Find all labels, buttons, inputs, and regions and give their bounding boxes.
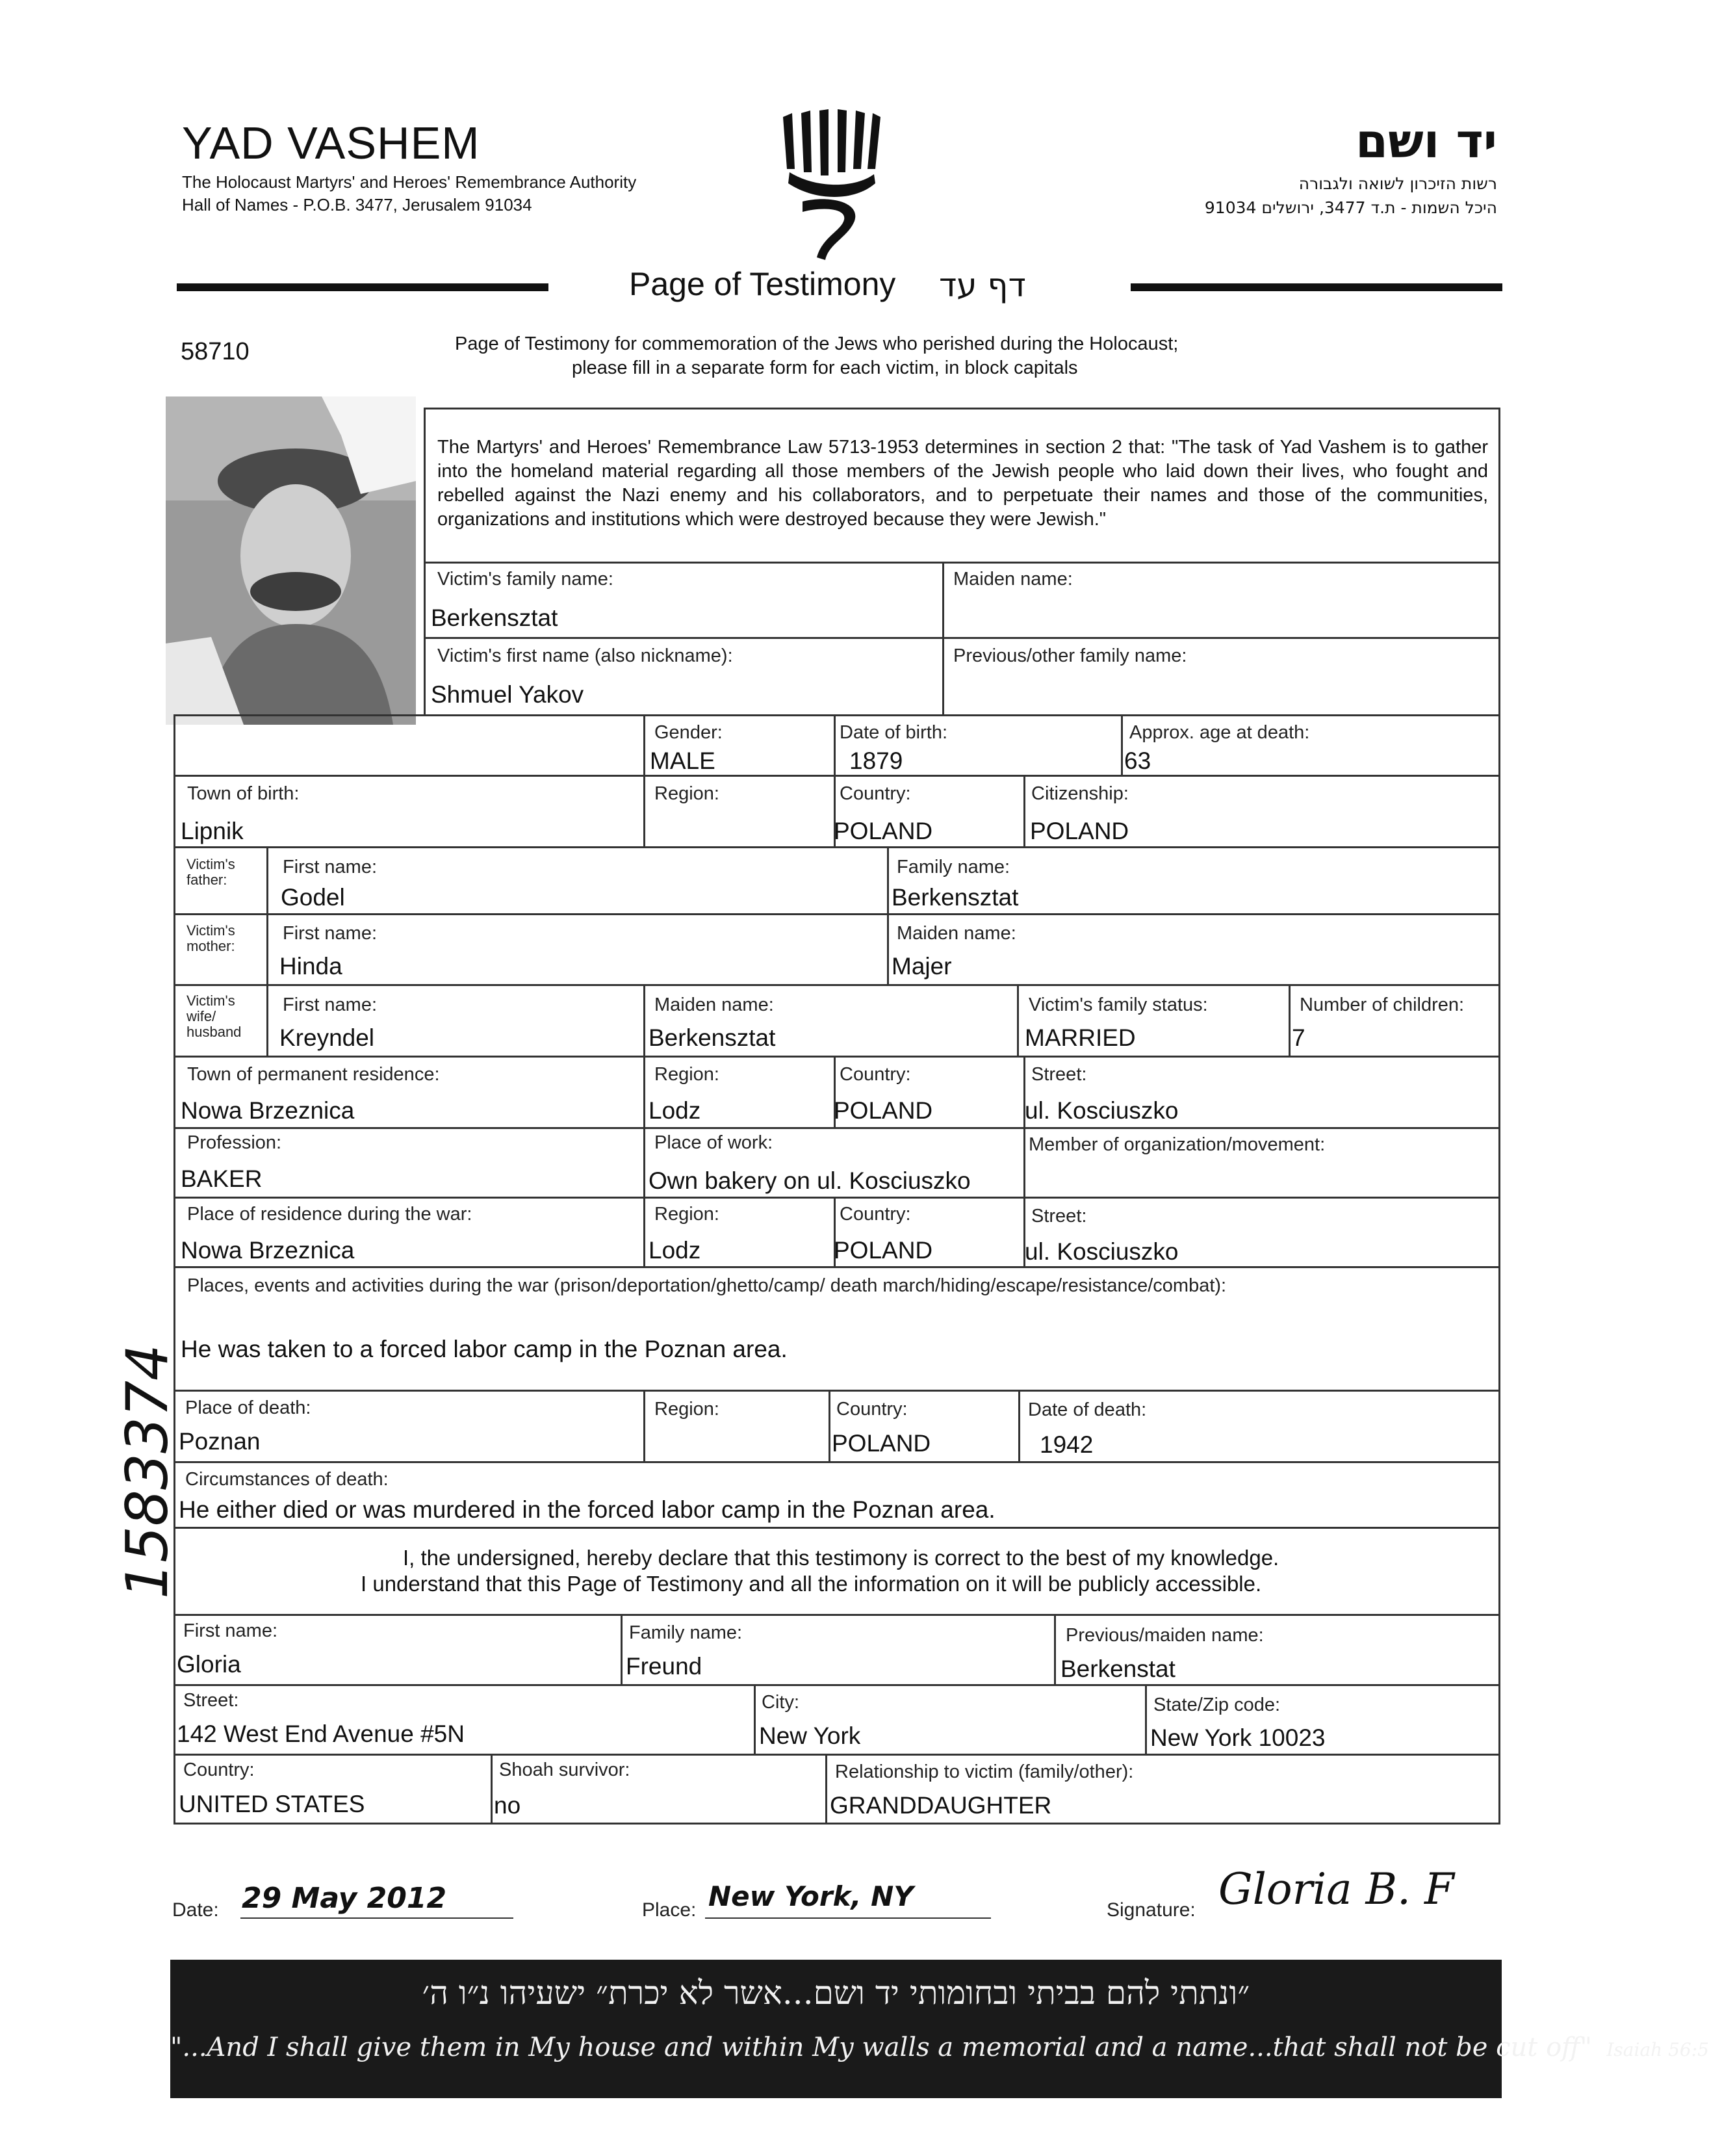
submitter-relationship[interactable]: GRANDDAUGHTER <box>830 1792 1052 1819</box>
page-title-hebrew: דף עד <box>939 266 1026 304</box>
death-circumstances[interactable]: He either died or was murdered in the forced labor camp in the Poznan area. <box>179 1496 996 1523</box>
victim-citizenship[interactable]: POLAND <box>1030 818 1129 844</box>
label-residence-country: Country: <box>840 1064 911 1085</box>
label-mother: Victim's mother: <box>186 922 235 954</box>
footer-verse-ref: Isaiah 56:5 <box>1606 2039 1709 2060</box>
org-name-hebrew: יד ושם <box>1355 114 1497 168</box>
label-submitter-city: City: <box>762 1692 799 1713</box>
label-family-status: Victim's family status: <box>1029 994 1208 1015</box>
label-town-birth: Town of birth: <box>187 783 300 804</box>
law-box <box>424 408 1500 564</box>
label-father-family: Family name: <box>897 857 1010 877</box>
label-first-name-nick: Victim's first name (also nickname): <box>437 645 733 666</box>
label-death-country: Country: <box>836 1399 908 1420</box>
label-date-death: Date of death: <box>1028 1399 1147 1420</box>
victim-birth-country[interactable]: POLAND <box>834 818 933 844</box>
instructions-line-1: Page of Testimony for commemoration of the Jews who perished during the Holocaust; <box>455 333 1179 354</box>
label-mother-first: First name: <box>283 923 378 944</box>
org-name: YAD VASHEM <box>182 118 480 168</box>
label-dob: Date of birth: <box>840 722 948 743</box>
handwritten-date[interactable]: 29 May 2012 <box>242 1882 447 1915</box>
label-maiden-name: Maiden name: <box>953 569 1073 590</box>
place-underline <box>705 1917 991 1919</box>
footer-verse-english: "...And I shall give them in My house and within My walls a memorial and a name...that shall not be cut off" <box>170 2033 1592 2062</box>
victim-num-children[interactable]: 7 <box>1292 1024 1305 1051</box>
label-gender: Gender: <box>654 722 723 743</box>
label-profession: Profession: <box>187 1132 282 1153</box>
submitter-prev-maiden[interactable]: Berkenstat <box>1060 1656 1176 1682</box>
father-family-name[interactable]: Berkensztat <box>892 884 1019 911</box>
war-town[interactable]: Nowa Brzeznica <box>181 1237 355 1264</box>
label-shoah-survivor: Shoah survivor: <box>499 1760 630 1780</box>
residence-street[interactable]: ul. Kosciuszko <box>1025 1097 1179 1124</box>
label-father: Victim's father: <box>186 856 235 888</box>
death-date[interactable]: 1942 <box>1040 1431 1094 1458</box>
label-age-death: Approx. age at death: <box>1129 722 1310 743</box>
label-prev-family-name: Previous/other family name: <box>953 645 1187 666</box>
submitter-family-name[interactable]: Freund <box>626 1653 702 1680</box>
label-residence-region: Region: <box>654 1064 719 1085</box>
org-address: Hall of Names - P.O.B. 3477, Jerusalem 91034 <box>182 195 532 214</box>
label-spouse-maiden: Maiden name: <box>654 994 774 1015</box>
label-num-children: Number of children: <box>1300 994 1465 1015</box>
label-submitter-family: Family name: <box>629 1622 743 1643</box>
submitter-shoah-survivor[interactable]: no <box>494 1792 521 1819</box>
victim-town-birth[interactable]: Lipnik <box>181 818 244 844</box>
label-submitter-state-zip: State/Zip code: <box>1153 1695 1281 1715</box>
instructions-line-2: please fill in a separate form for each victim, in block capitals <box>572 357 1078 378</box>
label-circumstances: Circumstances of death: <box>185 1469 389 1490</box>
submitter-city[interactable]: New York <box>759 1722 861 1749</box>
label-war-region: Region: <box>654 1204 719 1225</box>
victim-family-name[interactable]: Berkensztat <box>431 604 558 631</box>
residence-country[interactable]: POLAND <box>834 1097 933 1124</box>
label-war-country: Country: <box>840 1204 911 1225</box>
residence-region[interactable]: Lodz <box>649 1097 701 1124</box>
label-relationship: Relationship to victim (family/other): <box>835 1761 1134 1782</box>
victim-gender[interactable]: MALE <box>650 747 715 774</box>
mother-first-name[interactable]: Hinda <box>279 953 342 980</box>
label-spouse: Victim's wife/ husband <box>186 993 242 1040</box>
label-war-street: Street: <box>1031 1206 1087 1227</box>
menorah-logo <box>777 104 887 260</box>
handwritten-place[interactable]: New York, NY <box>708 1880 914 1912</box>
spouse-maiden-name[interactable]: Berkensztat <box>649 1024 776 1051</box>
victim-age-death[interactable]: 63 <box>1124 747 1151 774</box>
footer-banner <box>170 1960 1709 2098</box>
submitter-state-zip[interactable]: New York 10023 <box>1150 1724 1326 1751</box>
org-address-hebrew: היכל השמות - ת.ד 3477, ירושלים 91034 <box>1204 198 1497 217</box>
declaration-line-1: I, the undersigned, hereby declare that this testimony is correct to the best of my knowledge. <box>403 1546 1279 1570</box>
org-subtitle-hebrew: רשות הזיכרון לשואה ולגבורה <box>1298 174 1497 193</box>
title-rule-right <box>1131 283 1502 291</box>
submitter-street[interactable]: 142 West End Avenue #5N <box>177 1721 465 1747</box>
label-place-work: Place of work: <box>654 1132 773 1153</box>
label-place: Place: <box>642 1899 697 1921</box>
label-town-residence: Town of permanent residence: <box>187 1064 440 1085</box>
label-date: Date: <box>172 1899 219 1921</box>
label-death-region: Region: <box>654 1399 719 1420</box>
victim-first-name[interactable]: Shmuel Yakov <box>431 681 584 708</box>
spouse-first-name[interactable]: Kreyndel <box>279 1024 375 1051</box>
label-submitter-first: First name: <box>183 1620 278 1641</box>
label-submitter-country: Country: <box>183 1760 255 1780</box>
form-number: 58710 <box>181 338 250 365</box>
victim-profession[interactable]: BAKER <box>181 1165 263 1192</box>
victim-photo <box>166 396 416 725</box>
submitter-country[interactable]: UNITED STATES <box>179 1791 365 1817</box>
org-subtitle: The Holocaust Martyrs' and Heroes' Remembrance Authority <box>182 172 637 192</box>
father-first-name[interactable]: Godel <box>281 884 345 911</box>
victim-dob[interactable]: 1879 <box>849 747 903 774</box>
mother-maiden-name[interactable]: Majer <box>892 953 952 980</box>
declaration-line-2: I understand that this Page of Testimony and all the information on it will be publicly accessible. <box>361 1572 1262 1596</box>
label-birth-country: Country: <box>840 783 911 804</box>
victim-place-work[interactable]: Own bakery on ul. Kosciuszko <box>649 1167 971 1194</box>
law-text: The Martyrs' and Heroes' Remembrance Law 5713-1953 determines in section 2 that: "The task of Yad Vashem is to gather into the homeland material regarding all those members of the Jewish people who laid down their lives, who fought and rebelled against the Nazi enemy and his collaborators, and to perpetuate their names and those of the communities, organizations and institutions which were destroyed because they were Jewish." <box>437 437 1488 530</box>
war-street[interactable]: ul. Kosciuszko <box>1025 1238 1179 1265</box>
label-mother-maiden: Maiden name: <box>897 923 1016 944</box>
residence-town[interactable]: Nowa Brzeznica <box>181 1097 355 1124</box>
label-submitter-prev-maiden: Previous/maiden name: <box>1066 1625 1264 1646</box>
submitter-first-name[interactable]: Gloria <box>177 1651 241 1678</box>
label-spouse-first: First name: <box>283 994 378 1015</box>
label-citizenship: Citizenship: <box>1031 783 1129 804</box>
victim-family-status[interactable]: MARRIED <box>1025 1024 1136 1051</box>
label-father-first: First name: <box>283 857 378 877</box>
death-country[interactable]: POLAND <box>832 1430 931 1457</box>
war-region[interactable]: Lodz <box>649 1237 701 1264</box>
label-signature: Signature: <box>1107 1899 1196 1921</box>
date-underline <box>240 1917 513 1919</box>
death-place[interactable]: Poznan <box>179 1428 261 1455</box>
label-member-org: Member of organization/movement: <box>1029 1134 1326 1155</box>
war-events[interactable]: He was taken to a forced labor camp in the Poznan area. <box>181 1336 788 1362</box>
page-title: Page of Testimony <box>629 266 896 302</box>
label-submitter-street: Street: <box>183 1690 239 1711</box>
label-places-events: Places, events and activities during the war (prison/deportation/ghetto/camp/ death march/hiding/escape/resistance/combat): <box>187 1275 1227 1296</box>
margin-number: 1583374 <box>114 1344 181 1599</box>
war-country[interactable]: POLAND <box>834 1237 933 1264</box>
handwritten-signature[interactable]: Gloria B. F <box>1218 1864 1454 1914</box>
title-rule-left <box>177 283 548 291</box>
label-family-name: Victim's family name: <box>437 569 613 590</box>
label-birth-region: Region: <box>654 783 719 804</box>
footer-verse-hebrew: ״ונתתי להם בביתי ובחומותי יד ושם...אשר לא יכרת״ ישעיהו נ״ו ה׳ <box>422 1974 1250 2012</box>
label-place-death: Place of death: <box>185 1397 311 1418</box>
label-residence-street: Street: <box>1031 1064 1087 1085</box>
label-residence-war: Place of residence during the war: <box>187 1204 472 1225</box>
